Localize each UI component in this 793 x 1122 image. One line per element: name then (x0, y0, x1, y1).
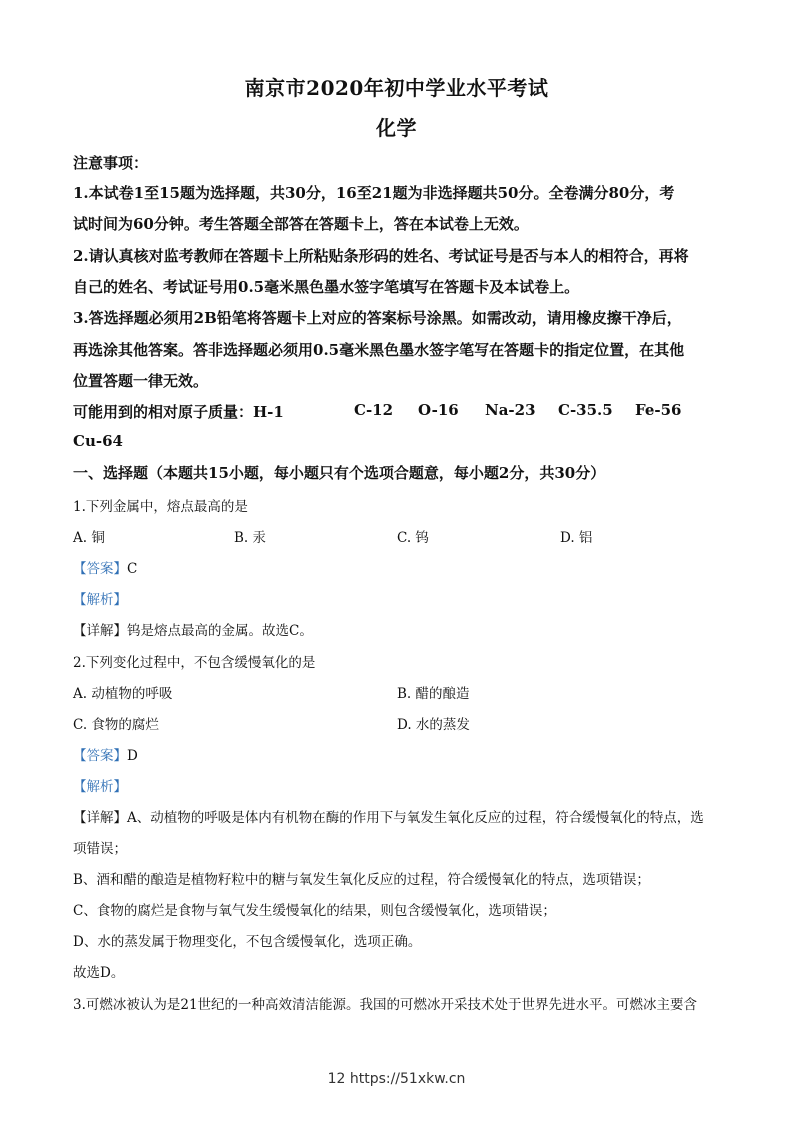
notice-line: 再选涂其他答案。答非选择题必须用0.5毫米黑色墨水签字笔写在答题卡的指定位置，在其他 (73, 341, 685, 359)
page-title: 南京市2020年初中学业水平考试 (244, 76, 549, 100)
atomic-mass-item: O-16 (418, 401, 459, 419)
atomic-mass-item: Na-23 (485, 401, 536, 419)
atomic-mass-item: Fe-56 (635, 401, 682, 419)
atomic-mass-row (73, 401, 723, 421)
answer-value: C (127, 561, 138, 577)
question-1-option: D. 铝 (560, 530, 593, 546)
section-heading: 一、选择题（本题共15小题，每小题只有个选项合题意，每小题2分，共30分） (73, 464, 606, 482)
question-2-stem: 2.下列变化过程中，不包含缓慢氧化的是 (73, 655, 316, 671)
question-2-detail: B、酒和醋的酿造是植物籽粒中的糖与氧发生氧化反应的过程，符合缓慢氧化的特点，选项错误； (73, 872, 650, 888)
question-2-option: C. 食物的腐烂 (73, 717, 159, 733)
question-3-stem: 3.可燃冰被认为是21世纪的一种高效清洁能源。我国的可燃冰开采技术处于世界先进水平。可燃冰主要含 (73, 997, 698, 1013)
answer-tag: 【答案】 (73, 748, 127, 764)
question-1-stem: 1.下列金属中，熔点最高的是 (73, 499, 248, 515)
question-2-option: B. 醋的酿造 (397, 686, 470, 702)
question-2-analysis-tag: 【解析】 (73, 779, 127, 795)
notice-heading: 注意事项： (73, 154, 149, 172)
question-1-option: A. 铜 (73, 530, 105, 546)
question-1-option: C. 钨 (397, 530, 429, 546)
answer-value: D (127, 748, 138, 764)
notice-line: 自己的姓名、考试证号用0.5毫米黑色墨水签字笔填写在答题卡及本试卷上。 (73, 278, 580, 296)
atomic-mass-item: Cu-64 (73, 432, 123, 450)
subject-title: 化学 (376, 116, 417, 140)
page-footer: 12 https://51xkw.cn (327, 1071, 466, 1087)
answer-tag: 【答案】 (73, 561, 127, 577)
question-2-detail: 故选D。 (73, 965, 125, 981)
atomic-mass-item: C-12 (354, 401, 394, 419)
question-2-detail: D、水的蒸发属于物理变化，不包含缓慢氧化，选项正确。 (73, 934, 422, 950)
notice-line: 3.答选择题必须用2B铅笔将答题卡上对应的答案标号涂黑。如需改动，请用橡皮擦干净后， (73, 309, 682, 327)
question-2-answer (73, 744, 138, 764)
atomic-mass-item: C-35.5 (558, 401, 613, 419)
question-1-analysis-tag: 【解析】 (73, 592, 127, 608)
question-1-answer (73, 557, 137, 577)
atomic-mass-label: 可能用到的相对原子质量：H-1 (73, 403, 284, 421)
question-2-detail: C、食物的腐烂是食物与氧气发生缓慢氧化的结果，则包含缓慢氧化，选项错误； (73, 903, 556, 919)
notice-line: 2.请认真核对监考教师在答题卡上所粘贴条形码的姓名、考试证号是否与本人的相符合，再将 (73, 247, 689, 265)
notice-line: 1.本试卷1至15题为选择题，共30分，16至21题为非选择题共50分。全卷满分80分，考 (73, 184, 675, 202)
question-2-detail: 【详解】A、动植物的呼吸是体内有机物在酶的作用下与氧发生氧化反应的过程，符合缓慢氧化的特点，选 (73, 810, 704, 826)
question-1-detail: 【详解】钨是熔点最高的金属。故选C。 (73, 623, 313, 639)
question-1-option: B. 汞 (234, 530, 267, 546)
question-2-option: D. 水的蒸发 (397, 717, 470, 733)
notice-line: 位置答题一律无效。 (73, 372, 209, 390)
question-2-detail: 项错误； (73, 841, 127, 857)
question-2-option: A. 动植物的呼吸 (73, 686, 173, 702)
notice-line: 试时间为60分钟。考生答题全部答在答题卡上，答在本试卷上无效。 (73, 215, 529, 233)
